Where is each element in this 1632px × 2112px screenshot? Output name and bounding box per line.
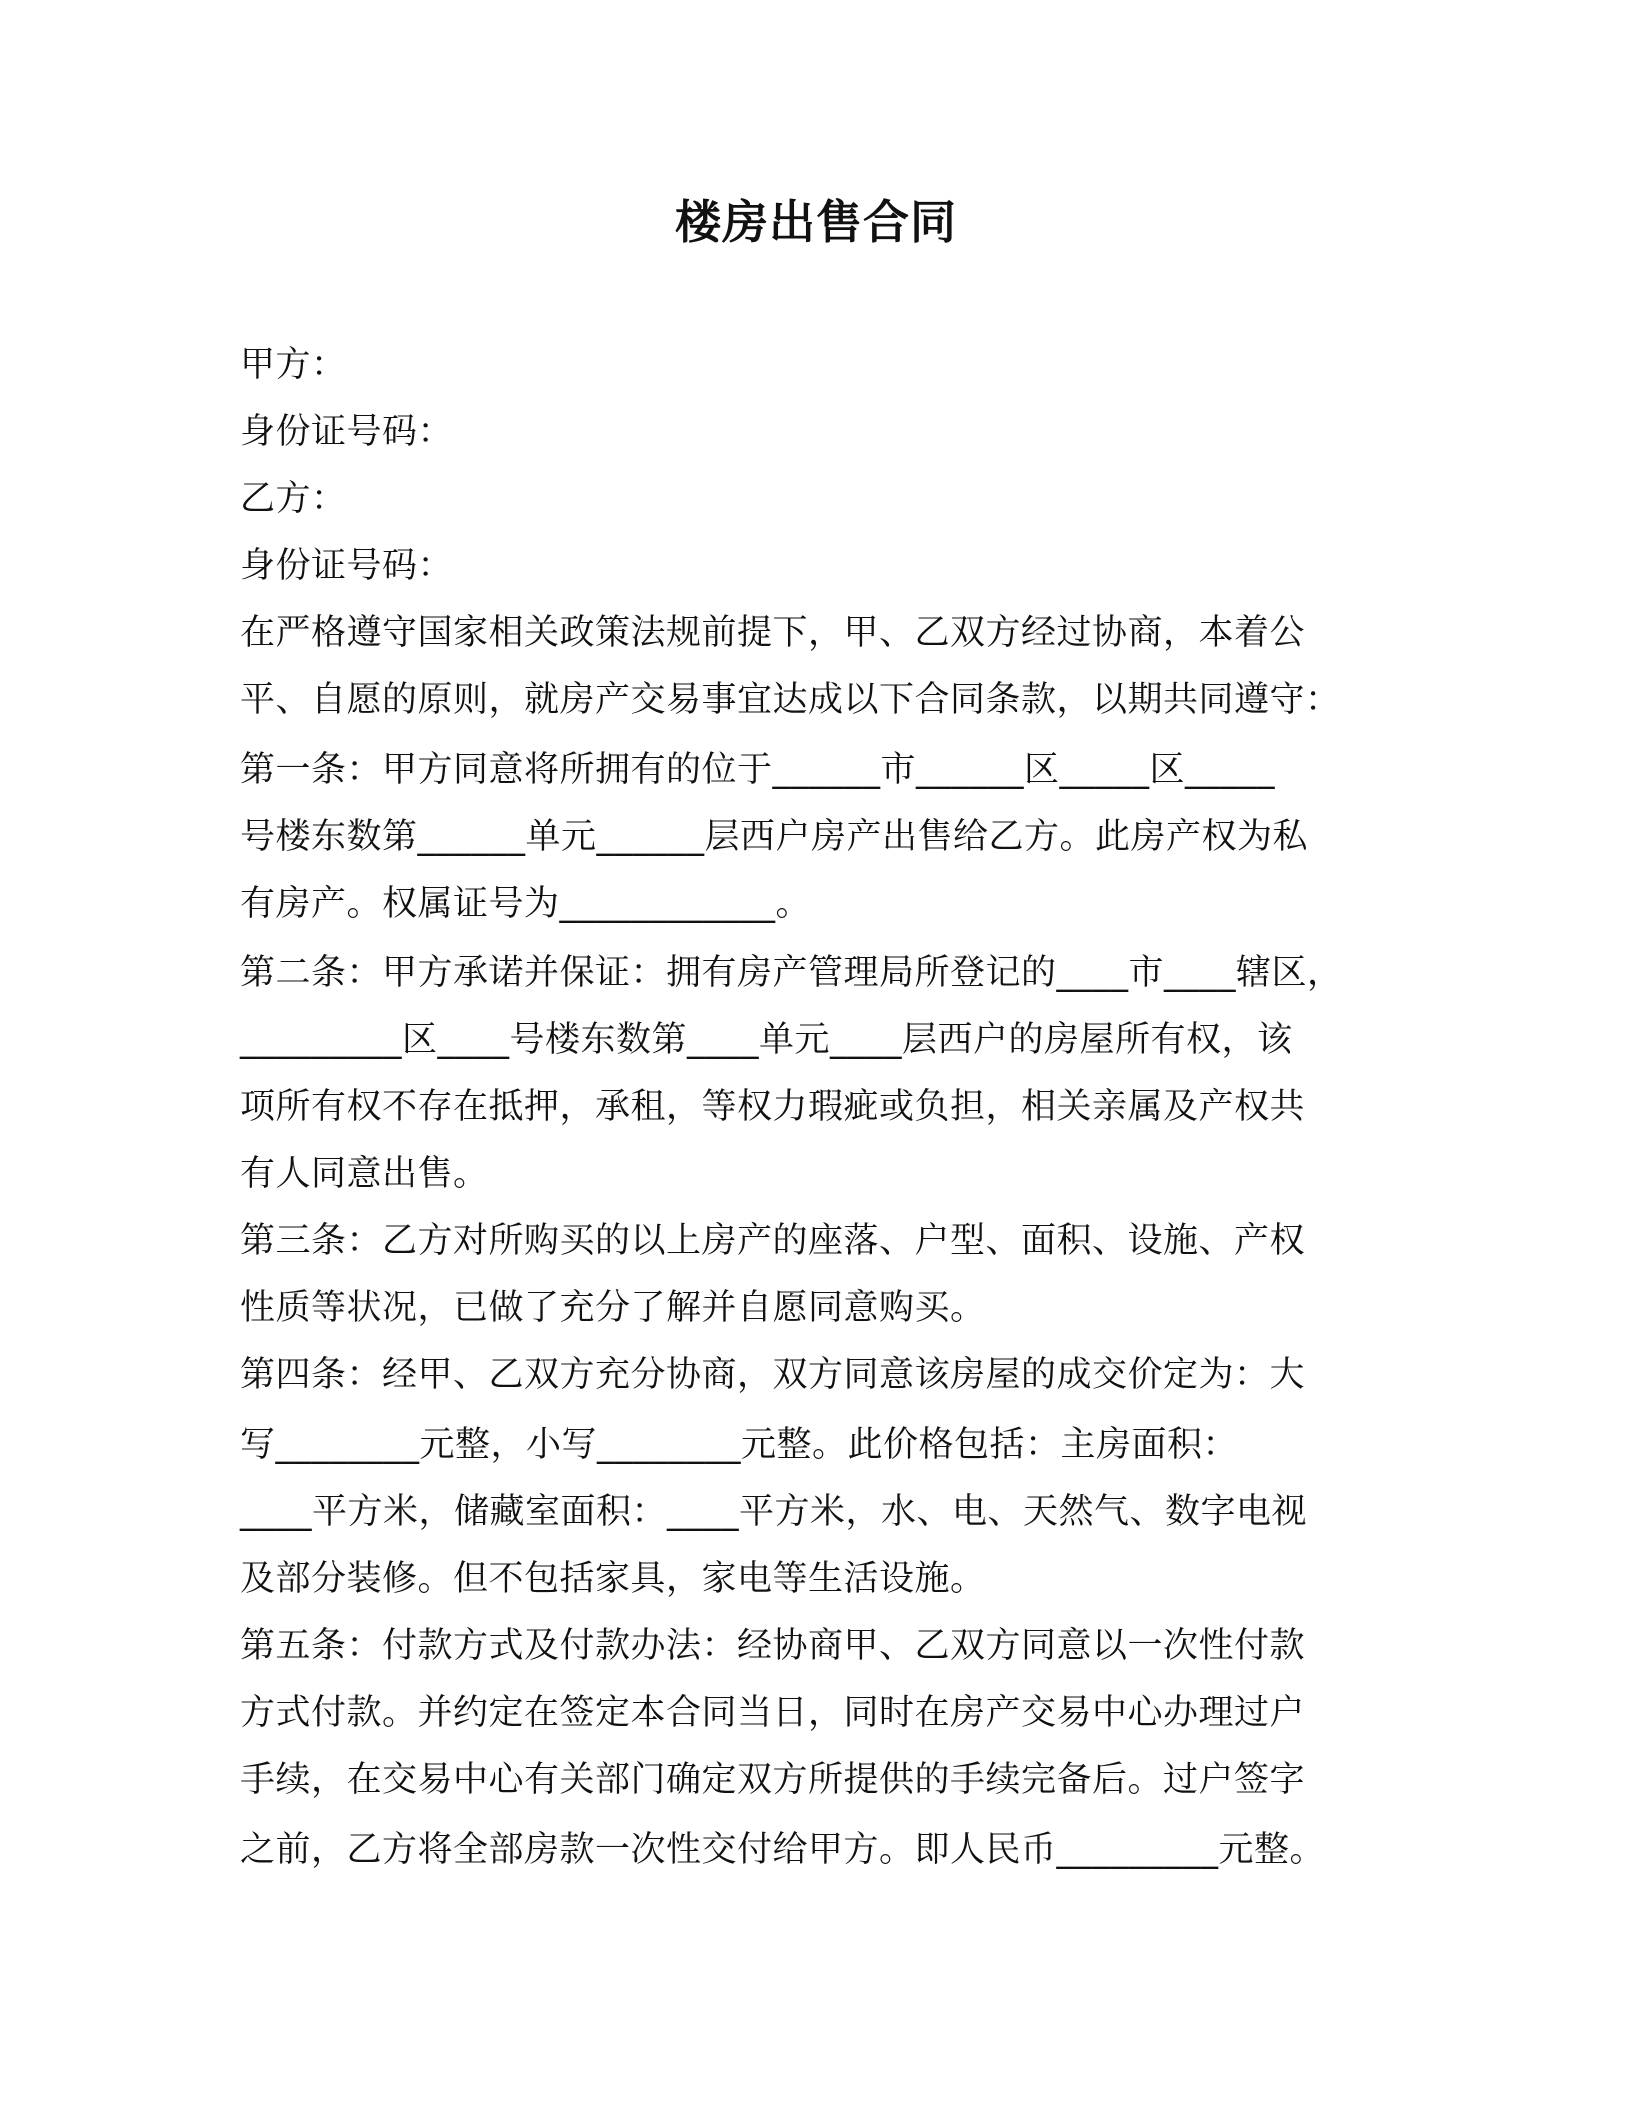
article-1-line: 第一条：甲方同意将所拥有的位于______市______区_____区_____ xyxy=(240,750,1276,790)
body-line: 性质等状况，已做了充分了解并自愿同意购买。 xyxy=(240,1288,986,1328)
article-5-line: 第五条：付款方式及付款办法：经协商甲、乙双方同意以一次性付款 xyxy=(240,1626,1306,1666)
body-line: 手续，在交易中心有关部门确定双方所提供的手续完备后。过户签字 xyxy=(240,1760,1306,1800)
body-line: 及部分装修。但不包括家具，家电等生活设施。 xyxy=(240,1559,986,1599)
body-line: ____平方米，储藏室面积：____平方米，水、电、天然气、数字电视 xyxy=(240,1492,1308,1532)
party-a-id-label: 身份证号码： xyxy=(240,412,454,452)
body-line: 有人同意出售。 xyxy=(240,1154,489,1194)
body-line: 在严格遵守国家相关政策法规前提下，甲、乙双方经过协商，本着公 xyxy=(240,613,1306,653)
body-line: 有房产。权属证号为____________。 xyxy=(240,884,812,924)
article-2-line: 第二条：甲方承诺并保证：拥有房产管理局所登记的____市____辖区， xyxy=(240,953,1343,993)
party-a-label: 甲方： xyxy=(240,345,347,385)
document-title: 楼房出售合同 xyxy=(675,195,957,249)
body-line: 方式付款。并约定在签定本合同当日，同时在房产交易中心办理过户 xyxy=(240,1693,1306,1733)
body-line: _________区____号楼东数第____单元____层西户的房屋所有权，该 xyxy=(240,1020,1293,1060)
body-line: 项所有权不存在抵押，承租，等权力瑕疵或负担，相关亲属及产权共 xyxy=(240,1087,1306,1127)
body-line: 写________元整，小写________元整。此价格包括：主房面积： xyxy=(240,1425,1239,1465)
body-line: 号楼东数第______单元______层西户房产出售给乙方。此房产权为私 xyxy=(240,817,1309,857)
body-line: 之前，乙方将全部房款一次性交付给甲方。即人民币_________元整。 xyxy=(240,1830,1326,1870)
body-line: 平、自愿的原则，就房产交易事宜达成以下合同条款，以期共同遵守： xyxy=(240,680,1341,720)
party-b-label: 乙方： xyxy=(240,479,347,519)
article-4-line: 第四条：经甲、乙双方充分协商，双方同意该房屋的成交价定为：大 xyxy=(240,1355,1306,1395)
party-b-id-label: 身份证号码： xyxy=(240,546,454,586)
article-3-line: 第三条：乙方对所购买的以上房产的座落、户型、面积、设施、产权 xyxy=(240,1221,1306,1261)
